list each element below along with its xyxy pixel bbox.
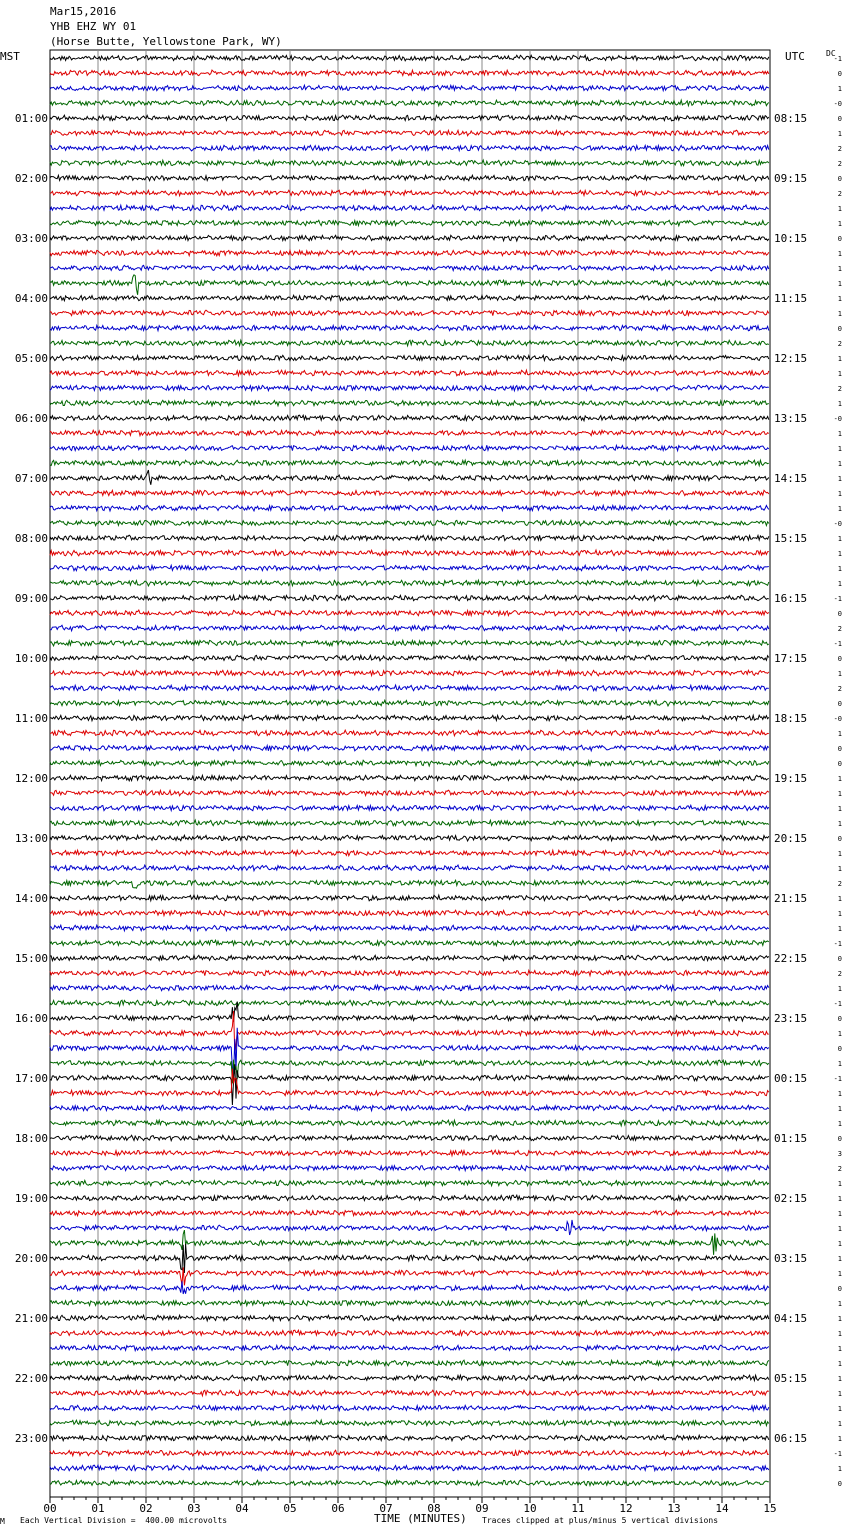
seismic-trace <box>50 1120 769 1126</box>
dc-offset-label: 0 <box>837 175 842 183</box>
left-hour-label: 20:00 <box>14 1252 48 1265</box>
seismic-trace <box>50 55 769 61</box>
seismic-trace <box>50 1210 769 1215</box>
seismic-trace <box>50 445 769 450</box>
seismic-trace <box>50 1069 769 1096</box>
seismic-trace <box>50 130 769 136</box>
right-hour-label: 03:15 <box>774 1252 808 1265</box>
dc-offset-label: 1 <box>837 205 842 213</box>
dc-offset-label: 0 <box>837 325 842 333</box>
x-tick-label: 01 <box>91 1502 105 1515</box>
x-tick-label: 00 <box>43 1502 57 1515</box>
seismic-trace <box>50 730 769 736</box>
seismic-trace <box>50 1150 769 1156</box>
dc-offset-label: 0 <box>837 700 842 708</box>
scale-note: Each Vertical Division = 400.00 microvolts <box>20 1516 228 1525</box>
seismic-trace <box>50 550 769 556</box>
seismic-trace <box>50 1165 769 1171</box>
dc-offset-label: 1 <box>837 1405 842 1413</box>
dc-offset-label: 1 <box>837 445 842 453</box>
seismic-trace <box>50 985 769 991</box>
dc-offset-label: 1 <box>837 490 842 498</box>
dc-offset-label: 1 <box>837 1465 842 1473</box>
dc-offset-label: 0 <box>837 1480 842 1488</box>
seismic-trace <box>50 655 769 661</box>
dc-offset-label: 1 <box>837 820 842 828</box>
right-hour-label: 23:15 <box>774 1012 808 1025</box>
seismic-trace <box>50 700 769 706</box>
dc-offset-label: 1 <box>837 130 842 138</box>
seismic-trace <box>50 1330 769 1336</box>
right-hour-label: 17:15 <box>774 652 808 665</box>
dc-offset-label: 1 <box>837 580 842 588</box>
seismic-trace <box>50 595 769 601</box>
seismic-trace <box>50 1450 769 1455</box>
seismic-trace <box>50 880 769 888</box>
dc-offset-label: 0 <box>837 955 842 963</box>
x-axis-title: TIME (MINUTES) <box>374 1512 467 1525</box>
seismic-trace <box>50 520 769 525</box>
x-tick-label: 08 <box>427 1502 441 1515</box>
dc-offset-label: 1 <box>837 850 842 858</box>
x-tick-label: 11 <box>571 1502 585 1515</box>
left-hour-label: 11:00 <box>14 712 48 725</box>
x-tick-label: 13 <box>667 1502 681 1515</box>
seismic-trace <box>50 775 769 781</box>
dc-offset-label: 0 <box>837 1045 842 1053</box>
left-timezone-label: MST <box>0 50 20 63</box>
dc-offset-label: 1 <box>837 505 842 513</box>
dc-offset-label: 2 <box>837 145 842 153</box>
dc-offset-label: 1 <box>837 550 842 558</box>
dc-offset-label: 1 <box>837 895 842 903</box>
seismic-trace <box>50 70 769 76</box>
dc-offset-label: 1 <box>837 220 842 228</box>
seismic-trace <box>50 895 769 901</box>
dc-offset-label: -1 <box>833 640 842 648</box>
dc-offset-label: 0 <box>837 115 842 123</box>
left-hour-label: 21:00 <box>14 1312 48 1325</box>
seismic-trace <box>50 865 769 871</box>
dc-offset-label: 1 <box>837 775 842 783</box>
seismic-trace <box>50 325 769 331</box>
right-hour-label: 02:15 <box>774 1192 808 1205</box>
right-timezone-label: UTC <box>785 50 805 63</box>
seismic-trace <box>50 190 769 196</box>
left-hour-label: 04:00 <box>14 292 48 305</box>
dc-offset-label: 2 <box>837 625 842 633</box>
dc-offset-label: -0 <box>833 520 842 528</box>
right-hour-label: 00:15 <box>774 1072 808 1085</box>
dc-offset-label: 1 <box>837 535 842 543</box>
dc-offset-label: 1 <box>837 730 842 738</box>
x-tick-label: 14 <box>715 1502 729 1515</box>
dc-offset-label: 1 <box>837 475 842 483</box>
x-tick-label: 03 <box>187 1502 201 1515</box>
seismic-trace <box>50 610 769 616</box>
seismic-trace <box>50 850 769 856</box>
dc-offset-label: 1 <box>837 1330 842 1338</box>
seismic-trace <box>50 1064 769 1105</box>
seismic-trace <box>50 490 769 496</box>
dc-offset-label: -1 <box>833 1450 842 1458</box>
right-hour-label: 16:15 <box>774 592 808 605</box>
left-hour-label: 18:00 <box>14 1132 48 1145</box>
seismic-trace <box>50 340 769 346</box>
left-hour-label: 09:00 <box>14 592 48 605</box>
left-hour-label: 03:00 <box>14 232 48 245</box>
dc-offset-label: 0 <box>837 70 842 78</box>
seismic-trace <box>50 1390 769 1396</box>
right-hour-label: 09:15 <box>774 172 808 185</box>
seismic-trace <box>50 1220 769 1235</box>
seismic-trace <box>50 715 769 721</box>
left-hour-label: 07:00 <box>14 472 48 485</box>
dc-offset-label: -1 <box>833 55 842 63</box>
left-hour-label: 23:00 <box>14 1432 48 1445</box>
seismic-trace <box>50 160 769 166</box>
seismic-trace <box>50 970 769 975</box>
left-hour-label: 08:00 <box>14 532 48 545</box>
seismic-trace <box>50 820 769 826</box>
dc-offset-label: 1 <box>837 370 842 378</box>
left-hour-label: 14:00 <box>14 892 48 905</box>
seismic-trace <box>50 355 769 360</box>
x-tick-label: 04 <box>235 1502 249 1515</box>
left-hour-label: 15:00 <box>14 952 48 965</box>
right-hour-label: 08:15 <box>774 112 808 125</box>
header-date: Mar15,2016 <box>50 5 117 18</box>
dc-offset-label: 2 <box>837 880 842 888</box>
right-hour-label: 22:15 <box>774 952 808 965</box>
dc-offset-label: 1 <box>837 1090 842 1098</box>
dc-offset-label: -1 <box>833 595 842 603</box>
dc-offset-label: 1 <box>837 1420 842 1428</box>
dc-offset-label: 0 <box>837 610 842 618</box>
seismic-trace <box>50 265 769 271</box>
seismic-trace <box>50 925 769 931</box>
dc-offset-label: 1 <box>837 1270 842 1278</box>
left-hour-label: 16:00 <box>14 1012 48 1025</box>
dc-offset-label: -1 <box>833 1000 842 1008</box>
seismic-trace <box>50 670 769 676</box>
seismic-trace <box>50 505 769 511</box>
dc-offset-label: 2 <box>837 970 842 978</box>
dc-offset-label: 1 <box>837 1345 842 1353</box>
dc-offset-label: 1 <box>837 265 842 273</box>
dc-offset-label: 1 <box>837 1225 842 1233</box>
dc-offset-label: -0 <box>833 715 842 723</box>
dc-offset-label: 1 <box>837 1300 842 1308</box>
dc-offset-label: 1 <box>837 355 842 363</box>
dc-offset-label: 2 <box>837 160 842 168</box>
dc-label: DC <box>826 49 836 58</box>
left-hour-label: 02:00 <box>14 172 48 185</box>
right-hour-label: 06:15 <box>774 1432 808 1445</box>
dc-offset-label: 1 <box>837 565 842 573</box>
dc-offset-label: 1 <box>837 400 842 408</box>
dc-offset-label: 1 <box>837 670 842 678</box>
dc-offset-label: 1 <box>837 1195 842 1203</box>
right-hour-label: 01:15 <box>774 1132 808 1145</box>
left-hour-label: 17:00 <box>14 1072 48 1085</box>
right-hour-label: 15:15 <box>774 532 808 545</box>
x-tick-label: 09 <box>475 1502 489 1515</box>
seismic-trace <box>50 1480 769 1485</box>
seismic-trace <box>50 640 769 646</box>
seismic-trace <box>50 1435 769 1441</box>
left-hour-label: 22:00 <box>14 1372 48 1385</box>
corner-mark: M <box>0 1517 5 1526</box>
dc-offset-label: 1 <box>837 1105 842 1113</box>
dc-offset-label: 1 <box>837 460 842 468</box>
dc-offset-label: 0 <box>837 760 842 768</box>
seismic-trace <box>50 1360 769 1365</box>
seismic-trace <box>50 295 769 300</box>
dc-offset-label: 1 <box>837 1030 842 1038</box>
dc-offset-label: -1 <box>833 940 842 948</box>
left-hour-label: 13:00 <box>14 832 48 845</box>
seismic-trace <box>50 940 769 946</box>
dc-offset-label: 1 <box>837 250 842 258</box>
dc-offset-label: 1 <box>837 1315 842 1323</box>
x-tick-label: 02 <box>139 1502 153 1515</box>
seismic-trace <box>50 580 769 586</box>
seismic-trace <box>50 1195 769 1200</box>
seismic-trace <box>50 85 769 90</box>
seismic-trace <box>50 910 769 916</box>
seismic-trace <box>50 400 769 406</box>
dc-offset-label: 1 <box>837 1060 842 1068</box>
seismic-trace <box>50 1315 769 1321</box>
dc-offset-label: 2 <box>837 685 842 693</box>
right-hour-label: 04:15 <box>774 1312 808 1325</box>
dc-offset-label: 1 <box>837 985 842 993</box>
seismic-trace <box>50 205 769 211</box>
dc-offset-label: 3 <box>837 1150 842 1158</box>
dc-offset-label: 1 <box>837 1360 842 1368</box>
dc-offset-label: -1 <box>833 1075 842 1083</box>
seismic-trace <box>50 235 769 241</box>
seismic-trace <box>50 310 769 315</box>
dc-offset-label: 1 <box>837 85 842 93</box>
dc-offset-label: 0 <box>837 1015 842 1023</box>
left-hour-label: 12:00 <box>14 772 48 785</box>
seismic-trace <box>50 1345 769 1350</box>
seismic-trace <box>50 1375 769 1381</box>
dc-offset-label: 0 <box>837 1135 842 1143</box>
seismic-trace <box>50 565 769 570</box>
dc-offset-label: -0 <box>833 100 842 108</box>
seismic-trace <box>50 145 769 151</box>
dc-offset-label: 1 <box>837 310 842 318</box>
seismic-trace <box>50 955 769 960</box>
seismic-trace <box>50 790 769 796</box>
seismic-trace <box>50 470 769 485</box>
dc-offset-label: 1 <box>837 1240 842 1248</box>
right-hour-label: 12:15 <box>774 352 808 365</box>
seismic-trace <box>50 1180 769 1186</box>
dc-offset-label: 2 <box>837 1165 842 1173</box>
right-hour-label: 20:15 <box>774 832 808 845</box>
seismic-trace <box>50 805 769 811</box>
dc-offset-label: 2 <box>837 385 842 393</box>
dc-offset-label: 0 <box>837 835 842 843</box>
x-tick-label: 15 <box>763 1502 777 1515</box>
dc-offset-label: 0 <box>837 745 842 753</box>
seismic-trace <box>50 115 769 121</box>
seismic-trace <box>50 370 769 376</box>
dc-offset-label: 1 <box>837 1375 842 1383</box>
seismic-trace <box>50 1230 769 1255</box>
x-tick-label: 10 <box>523 1502 537 1515</box>
seismic-trace <box>50 625 769 631</box>
seismic-trace <box>50 1405 769 1410</box>
right-hour-label: 10:15 <box>774 232 808 245</box>
dc-offset-label: 2 <box>837 190 842 198</box>
seismic-trace <box>50 685 769 691</box>
seismic-trace <box>50 745 769 751</box>
dc-offset-label: 1 <box>837 295 842 303</box>
seismic-trace <box>50 1105 769 1110</box>
x-tick-label: 05 <box>283 1502 297 1515</box>
seismic-trace <box>50 100 769 106</box>
dc-offset-label: 0 <box>837 235 842 243</box>
seismic-trace <box>50 1267 769 1285</box>
dc-offset-label: 2 <box>837 340 842 348</box>
right-hour-label: 21:15 <box>774 892 808 905</box>
dc-offset-label: 0 <box>837 655 842 663</box>
left-hour-label: 10:00 <box>14 652 48 665</box>
dc-offset-label: 1 <box>837 1180 842 1188</box>
right-hour-label: 11:15 <box>774 292 808 305</box>
dc-offset-label: 1 <box>837 1255 842 1263</box>
x-tick-label: 07 <box>379 1502 393 1515</box>
dc-offset-label: 1 <box>837 1390 842 1398</box>
left-hour-label: 19:00 <box>14 1192 48 1205</box>
dc-offset-label: 1 <box>837 1120 842 1128</box>
seismic-trace <box>50 460 769 466</box>
seismic-trace <box>50 1420 769 1426</box>
right-hour-label: 05:15 <box>774 1372 808 1385</box>
x-tick-label: 06 <box>331 1502 345 1515</box>
seismic-trace <box>50 535 769 541</box>
dc-offset-label: 1 <box>837 865 842 873</box>
seismic-trace <box>50 760 769 766</box>
left-hour-label: 06:00 <box>14 412 48 425</box>
left-hour-label: 05:00 <box>14 352 48 365</box>
seismic-trace <box>50 250 769 256</box>
header-station: YHB EHZ WY 01 <box>50 20 137 33</box>
dc-offset-label: -0 <box>833 415 842 423</box>
dc-offset-label: 1 <box>837 790 842 798</box>
dc-offset-label: 1 <box>837 910 842 918</box>
dc-offset-label: 0 <box>837 1285 842 1293</box>
dc-offset-label: 1 <box>837 805 842 813</box>
seismic-trace <box>50 220 769 226</box>
seismic-trace <box>50 430 769 435</box>
x-tick-label: 12 <box>619 1502 633 1515</box>
left-hour-label: 01:00 <box>14 112 48 125</box>
clip-note: Traces clipped at plus/minus 5 vertical divisions <box>482 1516 719 1525</box>
dc-offset-label: 1 <box>837 1210 842 1218</box>
seismic-trace <box>50 385 769 391</box>
seismic-trace <box>50 415 769 421</box>
dc-offset-label: 1 <box>837 280 842 288</box>
seismic-trace <box>50 1000 769 1006</box>
header-location: (Horse Butte, Yellowstone Park, WY) <box>50 35 282 48</box>
dc-offset-label: 1 <box>837 1435 842 1443</box>
seismic-trace <box>50 1135 769 1140</box>
right-hour-label: 14:15 <box>774 472 808 485</box>
dc-offset-label: 1 <box>837 430 842 438</box>
dc-offset-label: 1 <box>837 925 842 933</box>
right-hour-label: 13:15 <box>774 412 808 425</box>
seismic-trace <box>50 175 769 181</box>
seismic-trace <box>50 1465 769 1471</box>
seismic-trace <box>50 1244 769 1273</box>
right-hour-label: 19:15 <box>774 772 808 785</box>
right-hour-label: 18:15 <box>774 712 808 725</box>
seismic-trace <box>50 835 769 841</box>
seismic-trace <box>50 1300 769 1306</box>
seismic-trace <box>50 275 769 295</box>
seismic-trace <box>50 1281 769 1294</box>
